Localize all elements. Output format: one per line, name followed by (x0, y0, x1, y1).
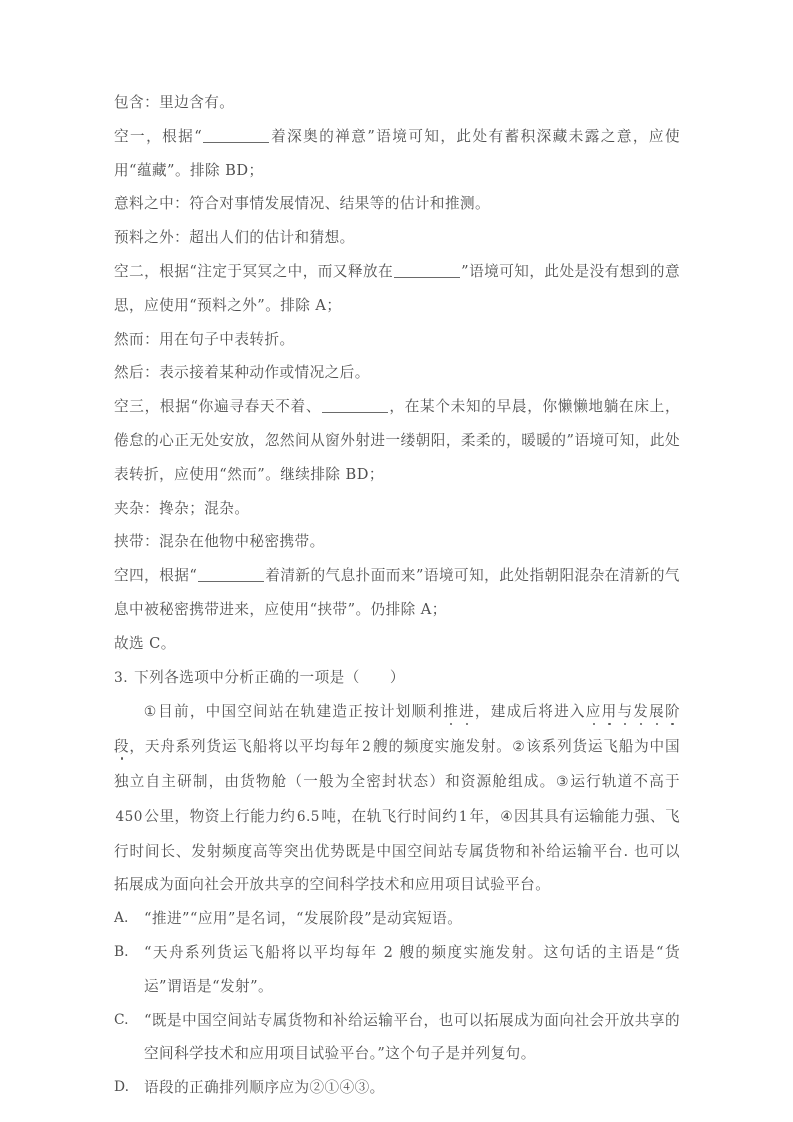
definition-ranhou (114, 356, 680, 390)
fill-blank-one (203, 128, 269, 143)
fill-blank-three (322, 398, 388, 413)
definition-yuliao-zhiwai (114, 221, 680, 255)
explanation-kong-si-before: 空四，根据“ (114, 567, 198, 585)
explanation-kong-yi-after: 着深奥的禅意”语境可知，此处有蓄积深藏未露之意，应使用“蕴藏”。排除 BD； (114, 127, 680, 179)
explanation-kong-san-before: 空三，根据“你遍寻春天不着、 (114, 398, 322, 416)
passage-text: 年， (469, 807, 500, 825)
definition-baohan-text: 包含：里边含有。 (114, 94, 235, 111)
passage-text: ，天舟系列货运飞船将以平均每年 (129, 738, 361, 756)
circled-marker: ① (143, 704, 158, 721)
explanation-kong-san (114, 390, 680, 491)
option-label-c: C. (114, 1011, 129, 1028)
fill-blank-four (198, 567, 264, 582)
emphasis-dot-char: 段 (114, 738, 130, 756)
definition-ranhou-text: 然后：表示接着某种动作或情况之后。 (114, 364, 370, 382)
fill-blank-two (394, 263, 460, 278)
passage-text: 艘的频度实施发射。 (372, 738, 512, 756)
definition-xiedai (114, 525, 680, 559)
question-number: 3. (114, 669, 129, 686)
option-row-b[interactable] (114, 936, 680, 1004)
explanation-kong-yi (114, 120, 680, 188)
option-label-b: B. (114, 943, 129, 960)
explanation-kong-san-after: ，在某个未知的早晨，你懒懒地躺在床上，倦怠的心正无处安放，忽然间从窗外射进一缕朝阳，柔柔的，暖暖的”语境可知，此处表转折，应使用“然而”。继续排除 BD； (114, 398, 680, 483)
emphasized-phrase (443, 703, 475, 720)
explanation-kong-er-before: 空二，根据“注定于冥冥之中，而又释放在 (114, 262, 394, 280)
emphasis-dot-char: 发 (633, 703, 650, 721)
definition-yiliao-zhizhong (114, 187, 680, 221)
definition-raner-text: 然而：用在句子中表转折。 (114, 330, 295, 348)
passage-text: 吨，在轨飞行时间约 (321, 807, 458, 825)
emphasis-dot-char: 与 (617, 703, 634, 721)
emphasis-dot-char: 用 (601, 703, 618, 721)
passage-number: 2 (362, 739, 372, 756)
passage-text: 该系列货运飞船为中国独立自主研制，由货物舱（一般为全密封状态）和资源舱组成。 (114, 738, 680, 790)
definition-baohan (114, 86, 680, 120)
explanation-kong-yi-before: 空一，根据“ (114, 127, 203, 145)
option-text-a: “推进”“应用”是名词，“发展阶段”是动宾短语。 (144, 910, 463, 928)
emphasis-dot-char: 推 (443, 703, 460, 721)
definition-raner (114, 323, 680, 357)
option-row-a[interactable] (114, 902, 680, 936)
passage-number: 450 (115, 808, 143, 825)
circled-marker: ② (512, 739, 526, 756)
question-stem-row (114, 661, 680, 696)
passage-text: 目前，中国空间站在轨建造正按计划顺利 (158, 703, 444, 721)
option-text-b: “天舟系列货运飞船将以平均每年 2 艘的频度实施发射。这句话的主语是“货运”谓语是“发射”。 (144, 943, 680, 995)
definition-xiedai-text: 挟带：混杂在他物中秘密携带。 (114, 533, 325, 551)
option-label-d: D. (114, 1079, 129, 1096)
option-label-a: A. (114, 910, 129, 927)
passage-text: 公里，物资上行能力约 (144, 807, 296, 825)
passage-text: 因其具有运输能力强、飞行时间长、发射频度高等突出优势既是中国空间站专属货物和补给运输平台. 也可以拓展成为面向社会开放共享的空间科学技术和应用项目试验平台。 (114, 807, 680, 894)
definition-jiaza-text: 夹杂：搀杂；混杂。 (114, 499, 250, 517)
conclusion-answer-text: 故选 C。 (114, 634, 176, 652)
question-stem: 下列各选项中分析正确的一项是（ ） (134, 668, 405, 686)
passage-text: ，建成后将进入 (474, 703, 586, 721)
explanation-kong-si-after: 着清新的气息扑面而来”语境可知，此处指朝阳混杂在清新的气息中被秘密携带进来，应使用“挟带”。仍排除 A； (114, 567, 680, 618)
emphasis-dot-char: 展 (649, 703, 665, 721)
passage-text: 运行轨道不高于 (570, 772, 681, 790)
circled-marker: ③ (555, 773, 570, 790)
explanation-kong-si (114, 559, 680, 627)
option-text-c: “既是中国空间站专属货物和补给运输平台，也可以拓展成为面向社会开放共享的空间科学技术和应用项目试验平台。”这个句子是并列复句。 (144, 1011, 680, 1063)
explanation-kong-er-after: ”语境可知，此处是没有想到的意思，应使用“预料之外”。排除 A； (114, 262, 680, 314)
option-row-d[interactable] (114, 1071, 680, 1105)
emphasis-dot-char: 阶 (664, 703, 681, 721)
passage-number: 6.5 (296, 808, 320, 825)
emphasis-dot-char: 应 (585, 703, 602, 721)
definition-yuliao-zhiwai-text: 预料之外：超出人们的估计和猜想。 (114, 229, 355, 247)
circled-marker: ④ (500, 808, 514, 825)
document-content (114, 86, 680, 1105)
explanation-kong-er (114, 255, 680, 323)
option-row-c[interactable] (114, 1004, 680, 1072)
emphasis-dot-char: 进 (459, 703, 475, 721)
definition-yiliao-zhizhong-text: 意料之中：符合对事情发展情况、结果等的估计和推测。 (114, 195, 491, 213)
definition-jiaza (114, 492, 680, 526)
passage-number: 1 (458, 808, 468, 825)
question-passage (114, 695, 680, 902)
option-text-d: 语段的正确排列顺序应为②①④③。 (144, 1079, 385, 1097)
conclusion-answer (114, 627, 680, 661)
